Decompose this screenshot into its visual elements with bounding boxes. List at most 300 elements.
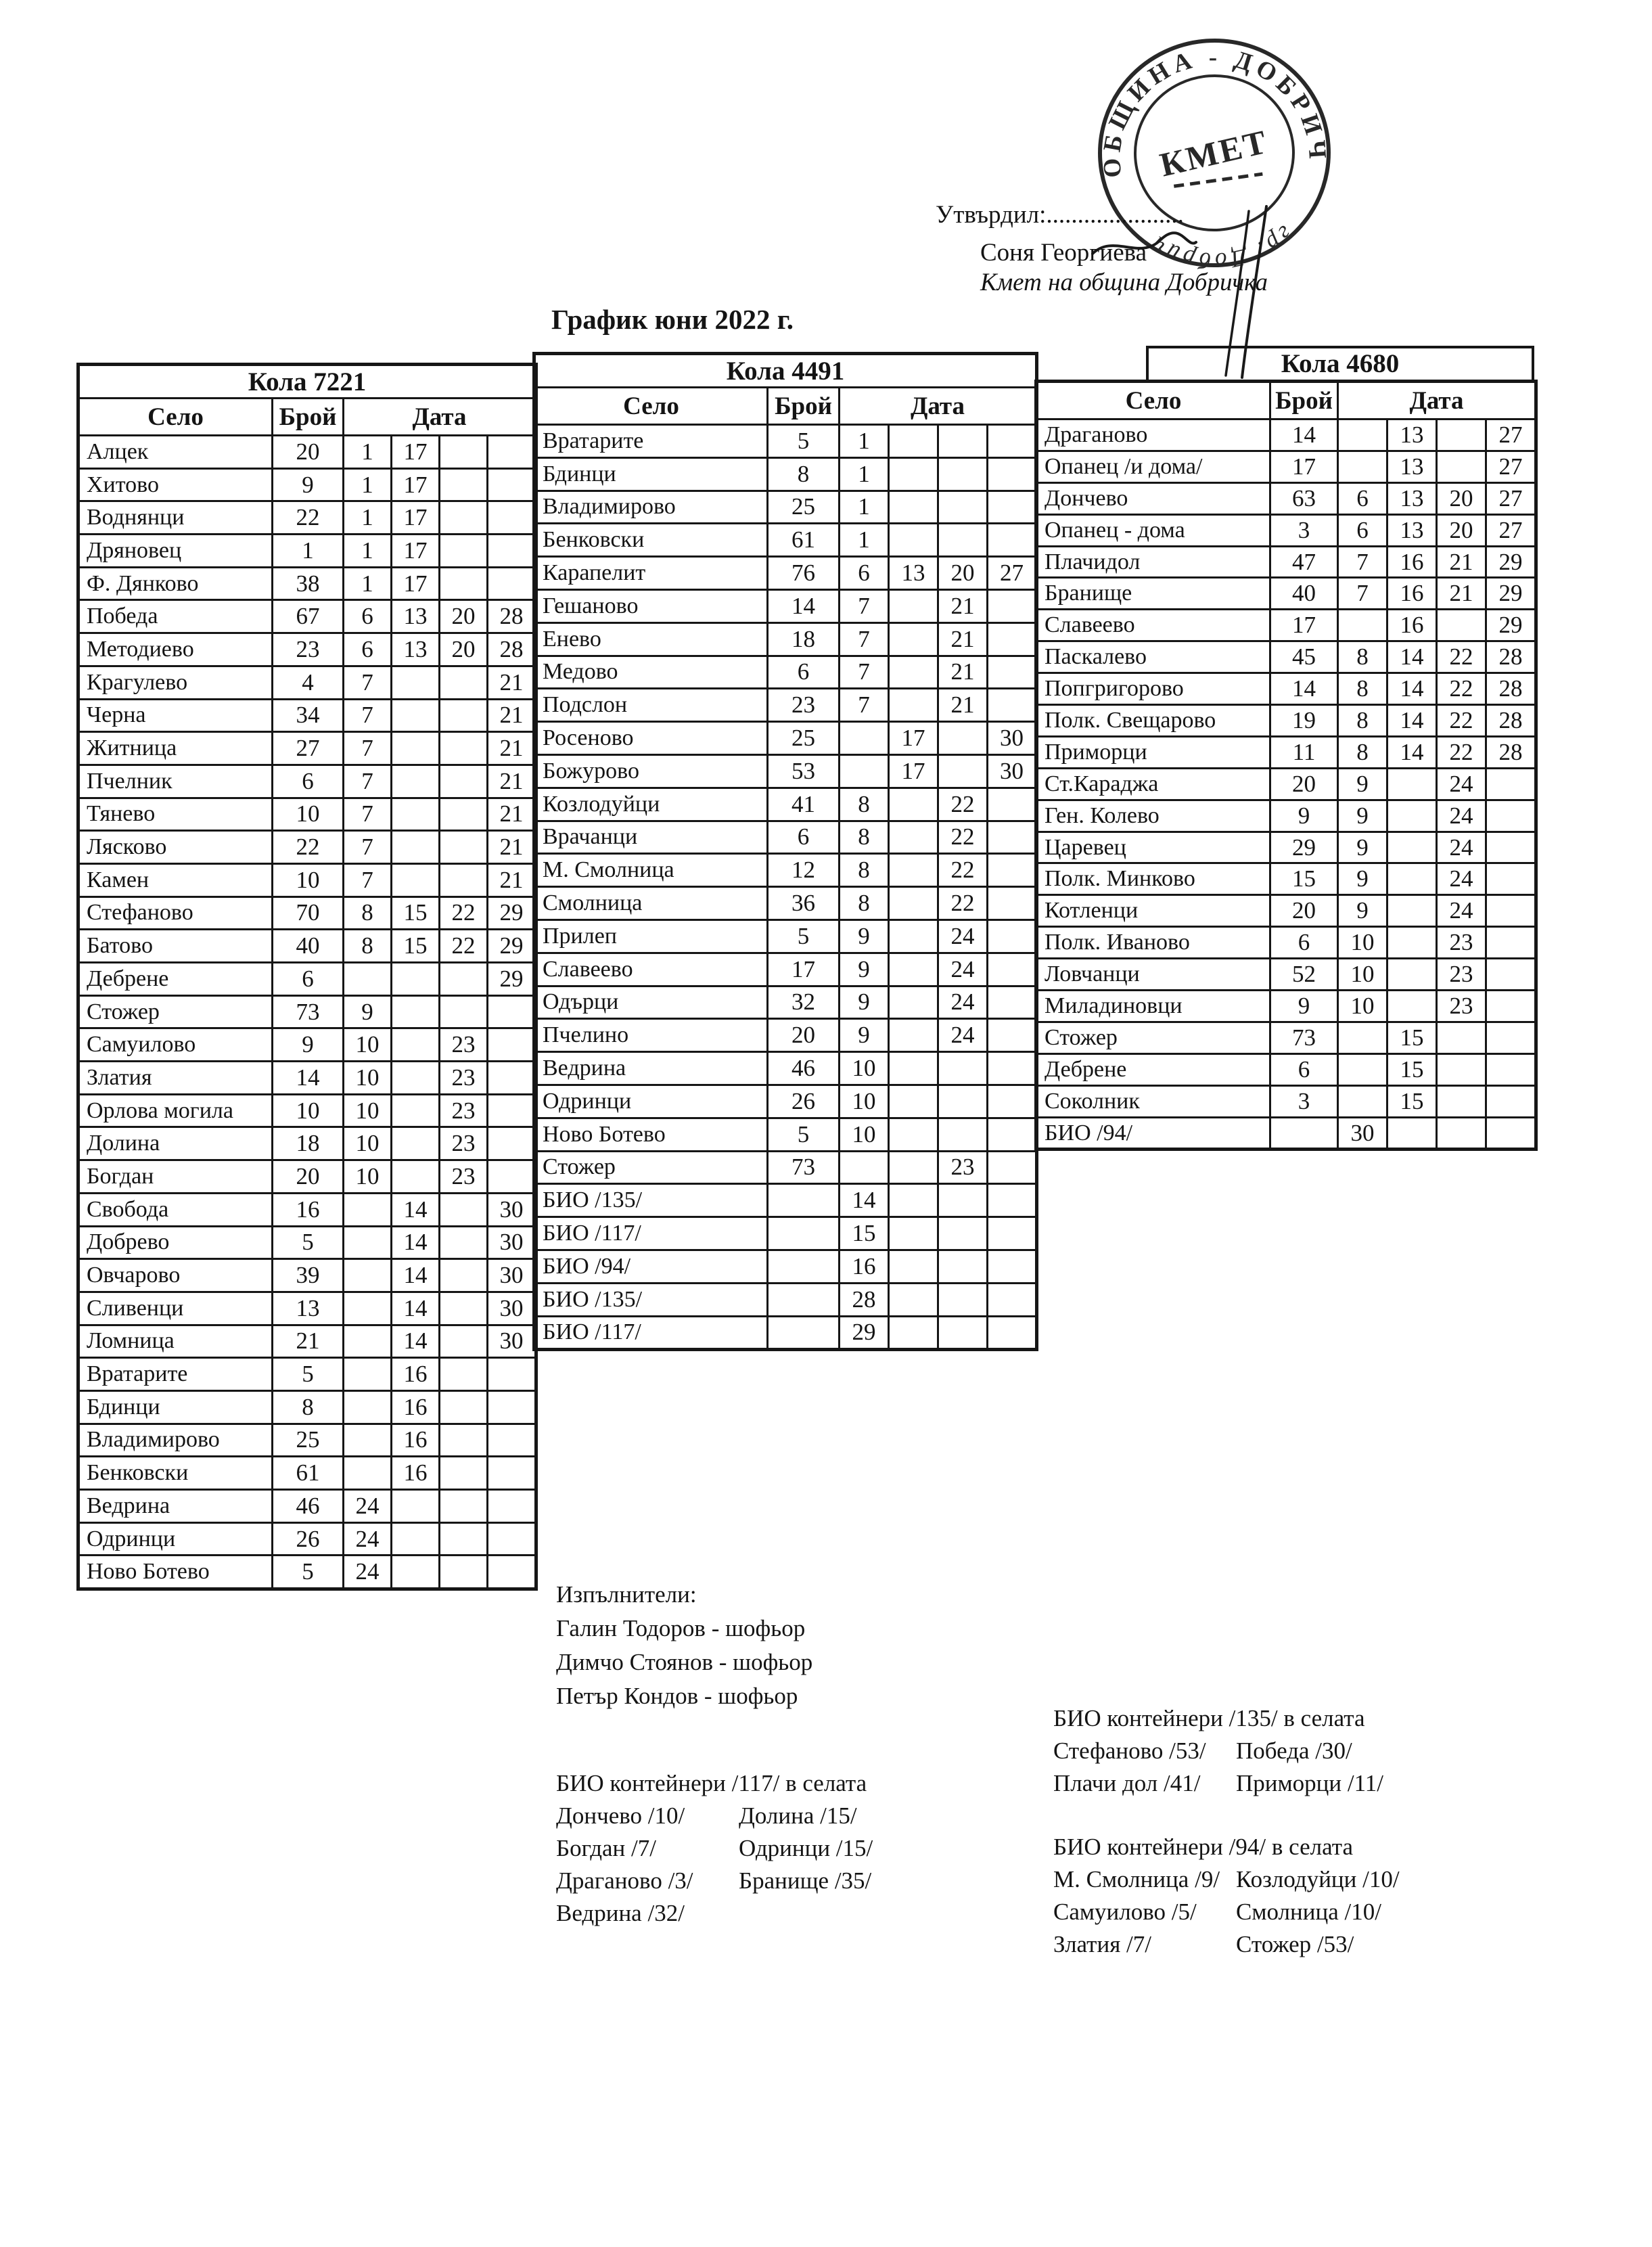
cell-date: 14 [392,1193,440,1226]
cell-date [440,535,488,568]
cell-date [889,1118,938,1151]
cell-count: 8 [768,457,840,491]
cell-date: 24 [344,1522,392,1556]
cell-date [488,1390,536,1424]
cell-village: Воднянци [78,501,273,535]
cell-count: 73 [1270,1022,1338,1053]
cell-count: 14 [1270,673,1338,705]
cell-date: 17 [392,436,440,469]
cell-date: 28 [1486,673,1536,705]
cell-date [938,1052,988,1085]
cell-count: 17 [768,953,840,986]
cell-village: Вратарите [78,1358,273,1391]
cell-date [440,831,488,864]
cell-date: 7 [344,798,392,831]
cell-date [440,765,488,798]
cell-village: Тянево [78,798,273,831]
table-body [1036,419,1536,1150]
cell-village: Карапелит [534,557,768,590]
table-row [78,798,536,831]
table-row [1036,1053,1536,1085]
cell-date [988,1118,1037,1151]
cell-date: 8 [344,930,392,963]
cell-count: 20 [273,1160,344,1194]
cell-date: 21 [938,689,988,722]
cell-date [440,1390,488,1424]
cell-village: Дончево [1036,482,1270,514]
cell-date: 21 [488,699,536,732]
cell-date [988,622,1037,656]
approval-label: Утвърдил:...................... [936,201,1184,229]
cell-village: Стожер [1036,1022,1270,1053]
table-title-kola-4680: Кола 4680 [1146,346,1534,382]
cell-village: Подслон [534,689,768,722]
table-body [78,436,536,1589]
cell-date: 27 [1486,514,1536,546]
cell-village: Полк. Минково [1036,863,1270,895]
cell-date: 8 [840,821,889,854]
cell-date: 16 [1387,546,1437,578]
table-row [78,1193,536,1226]
cell-village: Самуилово [78,1028,273,1062]
table-row [534,821,1037,854]
approver-name: Соня Георгиева [980,239,1147,267]
cell-date: 21 [488,798,536,831]
cell-date [988,1052,1037,1085]
cell-date: 13 [1387,514,1437,546]
table-row [1036,578,1536,610]
cell-date: 13 [1387,419,1437,451]
executor-name: Петър Кондов - шофьор [556,1683,798,1709]
cell-date: 8 [344,896,392,930]
cell-date [1387,768,1437,800]
cell-date: 1 [344,468,392,501]
table-row [1036,419,1536,451]
cell-date: 21 [938,589,988,622]
cell-date: 16 [392,1390,440,1424]
cell-date: 17 [889,722,938,755]
cell-date: 30 [1338,1117,1387,1150]
cell-date [392,1062,440,1095]
cell-count: 9 [1270,800,1338,832]
executors-label: Изпълнители: [556,1581,697,1608]
cell-date: 29 [1486,546,1536,578]
cell-date: 24 [344,1490,392,1523]
cell-date: 9 [840,986,889,1019]
cell-date: 6 [1338,514,1387,546]
approver-role: Кмет на община Добричка [980,269,1268,296]
cell-date: 6 [1338,482,1387,514]
table-row [1036,1117,1536,1150]
cell-date [840,1151,889,1184]
cell-count: 73 [768,1151,840,1184]
cell-date: 20 [440,600,488,633]
cell-date: 7 [344,831,392,864]
col-header-village: Село [78,399,273,436]
table-row [534,953,1037,986]
cell-village: Бенковски [534,524,768,557]
cell-village: Полк. Иваново [1036,927,1270,959]
table-row [1036,673,1536,705]
cell-date: 6 [840,557,889,590]
table-row [534,557,1037,590]
cell-count: 14 [273,1062,344,1095]
cell-date [1486,800,1536,832]
cell-date [488,1358,536,1391]
table-row [534,1019,1037,1052]
cell-date [1338,419,1387,451]
cell-date [889,589,938,622]
cell-date [344,1259,392,1292]
cell-count: 39 [273,1259,344,1292]
cell-count: 9 [273,1028,344,1062]
cell-date: 14 [1387,736,1437,768]
cell-date: 29 [488,930,536,963]
table-row [1036,768,1536,800]
cell-date: 22 [440,896,488,930]
cell-date [440,699,488,732]
cell-date [1486,1053,1536,1085]
cell-date [938,722,988,755]
cell-date [1338,610,1387,641]
cell-date [392,1160,440,1194]
bio-item: Златия /7/ [1053,1931,1151,1957]
cell-village: Попгригорово [1036,673,1270,705]
cell-date: 7 [1338,546,1387,578]
cell-date: 14 [1387,641,1437,673]
cell-date: 20 [440,633,488,666]
cell-count: 23 [768,689,840,722]
table-row [78,1522,536,1556]
cell-date [440,1556,488,1589]
table-row [1036,736,1536,768]
cell-count: 36 [768,887,840,920]
cell-date [889,1217,938,1250]
cell-date: 14 [392,1226,440,1259]
cell-village: Камен [78,863,273,896]
cell-village: Дебрене [78,963,273,996]
cell-count: 29 [1270,832,1338,863]
cell-date: 10 [344,1028,392,1062]
cell-village: Одринци [534,1085,768,1118]
cell-date: 24 [1437,895,1486,927]
cell-date: 24 [1437,800,1486,832]
cell-village: Врачанци [534,821,768,854]
cell-village: Медово [534,656,768,689]
cell-date: 7 [840,622,889,656]
table-row [78,1457,536,1490]
cell-date [988,1283,1037,1316]
table-body [534,425,1037,1350]
table-row [1036,451,1536,482]
table-row [78,600,536,633]
cell-date: 20 [1437,482,1486,514]
col-header-date: Дата [344,399,536,436]
table-row [534,1283,1037,1316]
cell-date: 8 [840,887,889,920]
cell-date [988,457,1037,491]
cell-village: Алцек [78,436,273,469]
cell-count: 27 [273,732,344,765]
cell-date [440,1193,488,1226]
cell-date: 10 [344,1094,392,1127]
cell-date [440,1424,488,1457]
bio-item: Ведрина /32/ [556,1900,685,1926]
cell-count [768,1316,840,1350]
cell-date: 13 [392,600,440,633]
cell-date [488,1127,536,1160]
cell-village: Смолница [534,887,768,920]
cell-date: 30 [488,1292,536,1325]
cell-date: 13 [1387,451,1437,482]
cell-count: 45 [1270,641,1338,673]
cell-village: Стефаново [78,896,273,930]
cell-count: 32 [768,986,840,1019]
cell-date: 23 [1437,991,1486,1022]
cell-count: 10 [273,1094,344,1127]
table-row [534,1085,1037,1118]
table-row [534,1052,1037,1085]
bio-item: Самуилово /5/ [1053,1899,1197,1925]
cell-date: 27 [1486,451,1536,482]
cell-village: Хитово [78,468,273,501]
cell-date: 27 [988,557,1037,590]
executor-name: Галин Тодоров - шофьор [556,1615,806,1641]
cell-count: 21 [273,1325,344,1358]
cell-date: 1 [840,425,889,458]
table-row [78,1325,536,1358]
cell-count: 5 [768,1118,840,1151]
cell-village: Козлодуйци [534,788,768,821]
cell-date [440,732,488,765]
cell-date: 28 [1486,641,1536,673]
cell-date: 10 [840,1085,889,1118]
col-header-count: Брой [1270,382,1338,419]
cell-date [440,1259,488,1292]
cell-count: 16 [273,1193,344,1226]
cell-date [938,425,988,458]
cell-date [392,1556,440,1589]
cell-date [988,1019,1037,1052]
cell-date: 10 [840,1052,889,1085]
table-row [1036,800,1536,832]
cell-count: 20 [273,436,344,469]
cell-date: 16 [840,1250,889,1283]
cell-village: Ведрина [78,1490,273,1523]
table-row [78,1490,536,1523]
table-row [78,1556,536,1589]
table-row [534,1151,1037,1184]
cell-date: 21 [1437,578,1486,610]
cell-date [440,963,488,996]
cell-date [1437,1085,1486,1117]
table-row [1036,482,1536,514]
cell-count: 46 [768,1052,840,1085]
bio-item: М. Смолница /9/ [1053,1866,1220,1892]
cell-date: 28 [488,600,536,633]
cell-date: 6 [344,600,392,633]
cell-date [1437,451,1486,482]
cell-village: Бдинци [78,1390,273,1424]
cell-date [488,501,536,535]
cell-date: 15 [840,1217,889,1250]
cell-date: 22 [1437,736,1486,768]
cell-village: Бдинци [534,457,768,491]
cell-date [440,1325,488,1358]
cell-date [938,1085,988,1118]
cell-date: 29 [488,896,536,930]
cell-date [488,468,536,501]
table-row [534,920,1037,953]
cell-village: Бранище [1036,578,1270,610]
cell-date: 1 [344,501,392,535]
cell-date [1486,959,1536,991]
table-row [78,436,536,469]
cell-date [889,1316,938,1350]
table-row [78,1358,536,1391]
cell-date: 30 [988,722,1037,755]
cell-date [344,1358,392,1391]
cell-date [988,1085,1037,1118]
cell-count: 20 [768,1019,840,1052]
cell-date [392,798,440,831]
cell-date: 15 [1387,1022,1437,1053]
cell-village: Пчелино [534,1019,768,1052]
cell-date: 13 [1387,482,1437,514]
cell-date [1486,927,1536,959]
cell-date [1486,895,1536,927]
cell-date [392,995,440,1028]
cell-village: БИО /135/ [534,1184,768,1217]
cell-date: 7 [840,589,889,622]
cell-count: 14 [768,589,840,622]
cell-date [988,986,1037,1019]
cell-village: Славеево [1036,610,1270,641]
cell-village: Миладиновци [1036,991,1270,1022]
stamp-ring-text-top: ОБЩИНА - ДОБРИЧ [1097,43,1332,179]
cell-count: 61 [768,524,840,557]
cell-date [392,699,440,732]
cell-date [440,666,488,699]
cell-date [889,1019,938,1052]
cell-date: 23 [440,1062,488,1095]
cell-date: 22 [938,788,988,821]
table-row [78,1259,536,1292]
cell-village: Ново Ботево [78,1556,273,1589]
cell-village: Крагулево [78,666,273,699]
cell-date [988,1151,1037,1184]
cell-date: 15 [392,930,440,963]
table-row [78,468,536,501]
cell-count: 61 [273,1457,344,1490]
cell-village: Одринци [78,1522,273,1556]
cell-date: 30 [988,754,1037,788]
table-row [534,425,1037,458]
cell-date: 9 [840,1019,889,1052]
cell-count [768,1250,840,1283]
table-row [78,501,536,535]
cell-date [889,788,938,821]
bio-item: Плачи дол /41/ [1053,1770,1201,1796]
cell-count: 17 [1270,451,1338,482]
cell-date [392,1522,440,1556]
executors-block [556,1578,812,1713]
cell-date [938,524,988,557]
cell-count: 5 [273,1556,344,1589]
cell-date [1338,1022,1387,1053]
cell-date: 7 [344,666,392,699]
cell-date: 17 [392,535,440,568]
cell-date [1437,610,1486,641]
cell-date: 29 [1486,578,1536,610]
table-row [1036,641,1536,673]
cell-date: 30 [488,1325,536,1358]
cell-date: 10 [344,1160,392,1194]
cell-village: Опанец - дома [1036,514,1270,546]
cell-village: Опанец /и дома/ [1036,451,1270,482]
cell-date [440,1292,488,1325]
cell-date: 1 [344,436,392,469]
cell-date [1387,832,1437,863]
cell-count: 10 [273,798,344,831]
col-header-village: Село [534,388,768,425]
cell-date: 21 [488,666,536,699]
cell-date [344,1390,392,1424]
cell-date: 28 [1486,736,1536,768]
table-row [1036,705,1536,737]
cell-village: Полк. Свещарово [1036,705,1270,737]
cell-date [488,1094,536,1127]
cell-village: Приморци [1036,736,1270,768]
cell-date [988,854,1037,887]
cell-date: 8 [1338,736,1387,768]
cell-date: 24 [938,986,988,1019]
cell-date: 16 [1387,610,1437,641]
cell-date [488,1457,536,1490]
cell-date: 22 [1437,641,1486,673]
cell-date: 16 [392,1424,440,1457]
cell-date [889,986,938,1019]
cell-date [344,963,392,996]
cell-date [938,491,988,524]
cell-date [344,1193,392,1226]
cell-date [889,854,938,887]
cell-date: 10 [1338,959,1387,991]
cell-date: 28 [840,1283,889,1316]
bio-item: Одринци /15/ [739,1835,873,1861]
cell-count: 10 [273,863,344,896]
cell-date: 23 [938,1151,988,1184]
cell-date [1338,1085,1387,1117]
cell-date: 28 [488,633,536,666]
cell-date [988,887,1037,920]
cell-date: 1 [344,535,392,568]
cell-date: 22 [1437,673,1486,705]
cell-count: 22 [273,831,344,864]
cell-date [440,436,488,469]
cell-date [392,831,440,864]
cell-count: 46 [273,1490,344,1523]
cell-date: 9 [344,995,392,1028]
cell-village: Одърци [534,986,768,1019]
table-row [1036,959,1536,991]
cell-village: Методиево [78,633,273,666]
page-title: График юни 2022 г. [551,304,794,335]
cell-village: Стожер [78,995,273,1028]
col-header-date: Дата [1338,382,1536,419]
table-row [534,887,1037,920]
bio-item: Стожер /53/ [1236,1931,1354,1957]
